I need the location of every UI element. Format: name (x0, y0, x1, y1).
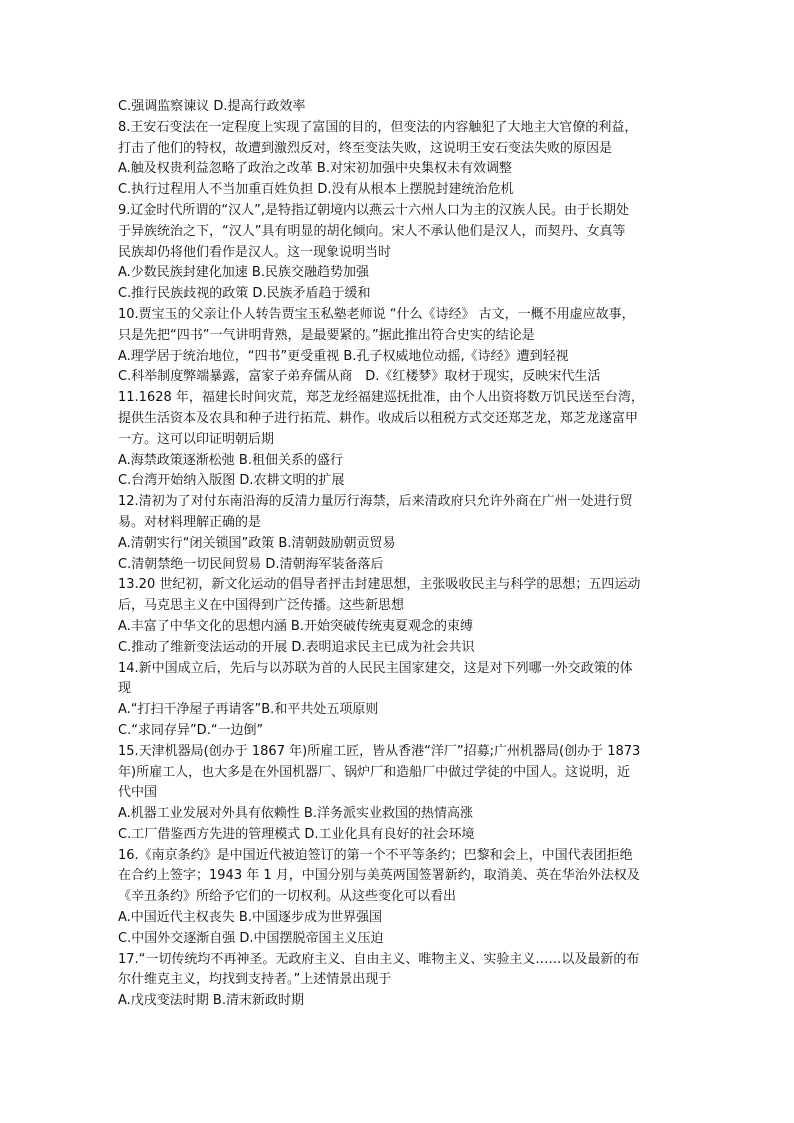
text-line: 12.清初为了对付东南沿海的反清力量厉行海禁，后来清政府只允许外商在广州一处进行贸 (118, 494, 633, 510)
text-line: 一方。这可以印证明朝后期 (118, 431, 275, 447)
text-line: 16.《南京条约》是中国近代被迫签订的第一个不平等条约；巴黎和会上，中国代表团拒绝 (118, 847, 633, 863)
text-line: 在合约上签字；1943 年 1 月，中国分别与美英两国签署新约，取消美、英在华治外法权及 (118, 868, 640, 884)
text-line: A.“打扫干净屋子再请客”B.和平共处五项原则 (118, 702, 379, 718)
text-line: 8.王安石变法在一定程度上实现了富国的目的，但变法的内容触犯了大地主大官僚的利益， (118, 119, 638, 135)
text-line: C.“求同存异”D.“一边倒” (118, 722, 264, 738)
text-line: 提供生活资本及农具和种子进行拓荒、耕作。收成后以租税方式交还郑芝龙，郑芝龙遂富甲 (118, 410, 639, 426)
text-line: A.触及权贵利益忽略了政治之改革 B.对宋初加强中央集权未有效调整 (118, 161, 512, 177)
text-line: A.戊戌变法时期 B.清末新政时期 (118, 993, 304, 1009)
text-line: C.台湾开始纳入版图 D.农耕文明的扩展 (118, 473, 345, 489)
text-line: A.中国近代主权丧失 B.中国逐步成为世界强国 (118, 910, 382, 926)
exam-page (118, 97, 690, 1012)
text-line: 尔什维克主义，均找到支持者。”上述情景出现于 (118, 972, 392, 988)
text-line: 10.贾宝玉的父亲让仆人转告贾宝玉私塾老师说 “什么《诗经》 古文，一概不用虚应故事， (118, 306, 635, 322)
text-line: 代中国 (118, 785, 158, 801)
text-line: 于异族统治之下，“汉人”具有明显的胡化倾向。宋人不承认他们是汉人，而契丹、女真等 (118, 223, 626, 239)
text-line: 民族却仍将他们看作是汉人。这一现象说明当时 (118, 244, 392, 260)
text-line: A.少数民族封建化加速 B.民族交融趋势加强 (118, 265, 369, 281)
question-text (118, 97, 690, 1012)
text-line: 11.1628 年，福建长时间灾荒，郑芝龙经福建巡抚批准，由个人出资将数万饥民送至台湾， (118, 390, 644, 406)
text-line: C.强调监察谏议 D.提高行政效率 (118, 99, 306, 114)
text-line: C.执行过程用人不当加重百姓负担 D.没有从根本上摆脱封建统治危机 (118, 182, 514, 198)
text-line: 打击了他们的特权，故遭到激烈反对，终至变法失败，这说明王安石变法失败的原因是 (118, 140, 613, 156)
text-line: 年)所雇工人，也大多是在外国机器厂、锅炉厂和造船厂中做过学徒的中国人。这说明，近 (118, 764, 631, 780)
text-line: C.中国外交逐渐自强 D.中国摆脱帝国主义压迫 (118, 930, 384, 946)
text-line: 17.“一切传统均不再神圣。无政府主义、自由主义、唯物主义、实验主义……以及最新的布 (118, 951, 640, 967)
text-line: C.工厂借鉴西方先进的管理模式 D.工业化具有良好的社会环境 (118, 826, 475, 842)
text-line: 只是先把“四书”一气讲明背熟，是最要紧的。”据此推出符合史实的结论是 (118, 327, 535, 343)
text-line: A.海禁政策逐渐松弛 B.租佃关系的盛行 (118, 452, 343, 468)
text-line: 9.辽金时代所谓的“汉人”,是特指辽朝境内以燕云十六州人口为主的汉族人民。由于长期处 (118, 202, 630, 218)
text-line: 后，马克思主义在中国得到广泛传播。这些新思想 (118, 598, 405, 614)
text-line: 易。对材料理解正确的是 (118, 514, 262, 530)
text-line: A.机器工业发展对外具有依赖性 B.洋务派实业救国的热情高涨 (118, 806, 473, 822)
text-line: C.清朝禁绝一切民间贸易 D.清朝海军装备落后 (118, 556, 384, 572)
text-line: C.推动了维新变法运动的开展 D.表明追求民主已成为社会共识 (118, 639, 475, 655)
text-line: 现 (118, 681, 132, 697)
text-line: A.清朝实行“闭关锁国”政策 B.清朝鼓励朝贡贸易 (118, 535, 396, 551)
text-line: 14.新中国成立后，先后与以苏联为首的人民民主国家建交，这是对下列哪一外交政策的体 (118, 660, 633, 676)
text-line: C.科举制度弊端暴露，富家子弟弃儒从商 D.《红楼梦》取材于现实，反映宋代生活 (118, 369, 601, 385)
text-line: 《辛丑条约》所给予它们的一切权利。从这些变化可以看出 (118, 889, 457, 905)
text-line: A.丰富了中华文化的思想内涵 B.开始突破传统夷夏观念的束缚 (118, 618, 473, 634)
text-line: C.推行民族歧视的政策 D.民族矛盾趋于缓和 (118, 286, 371, 302)
text-line: A.理学居于统治地位，“四书”更受重视 B.孔子权威地位动摇,《诗经》遭到轻视 (118, 348, 569, 364)
text-line: 13.20 世纪初，新文化运动的倡导者抨击封建思想，主张吸收民主与科学的思想；五四运动 (118, 577, 641, 593)
text-line: 15.天津机器局(创办于 1867 年)所雇工匠，皆从香港“洋厂”招募;广州机器局(创办于 1873 (118, 743, 641, 759)
